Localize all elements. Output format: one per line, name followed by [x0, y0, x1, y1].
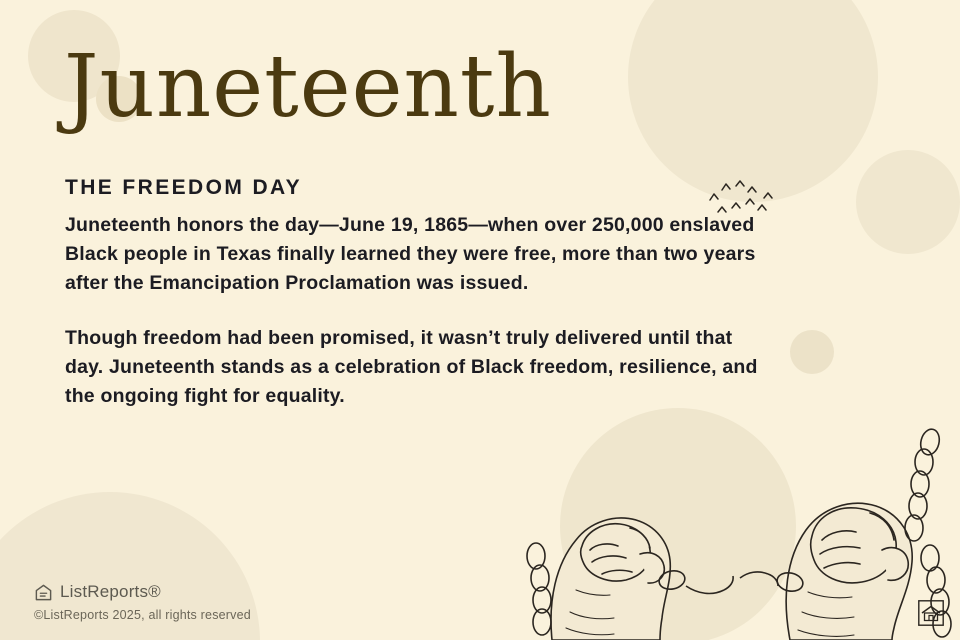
equal-housing-opportunity-icon	[918, 600, 944, 626]
page-title: Juneteenth	[64, 37, 552, 137]
subheading: THE FREEDOM DAY	[65, 176, 303, 199]
paragraph-1: Juneteenth honors the day—June 19, 1865—when over 250,000 enslaved Black people in Texas finally learned they were free, more than two years after the Emancipation Proclamation was issued.	[65, 214, 756, 294]
paragraph-2: Though freedom had been promised, it wasn’t truly delivered until that day. Juneteenth stands as a celebration of Black freedom, resilience, and the ongoing fight for equality.	[65, 327, 758, 407]
raised-fists-breaking-chains-illustration	[490, 350, 960, 640]
decorative-circle	[628, 0, 878, 202]
brand-name: ListReports®	[60, 582, 161, 601]
listreports-house-icon	[34, 583, 53, 602]
decorative-circle	[856, 150, 960, 254]
flying-birds-icon	[706, 178, 782, 230]
copyright-text: ©ListReports 2025, all rights reserved	[34, 608, 251, 622]
footer	[34, 582, 251, 622]
brand-lockup	[34, 582, 251, 602]
